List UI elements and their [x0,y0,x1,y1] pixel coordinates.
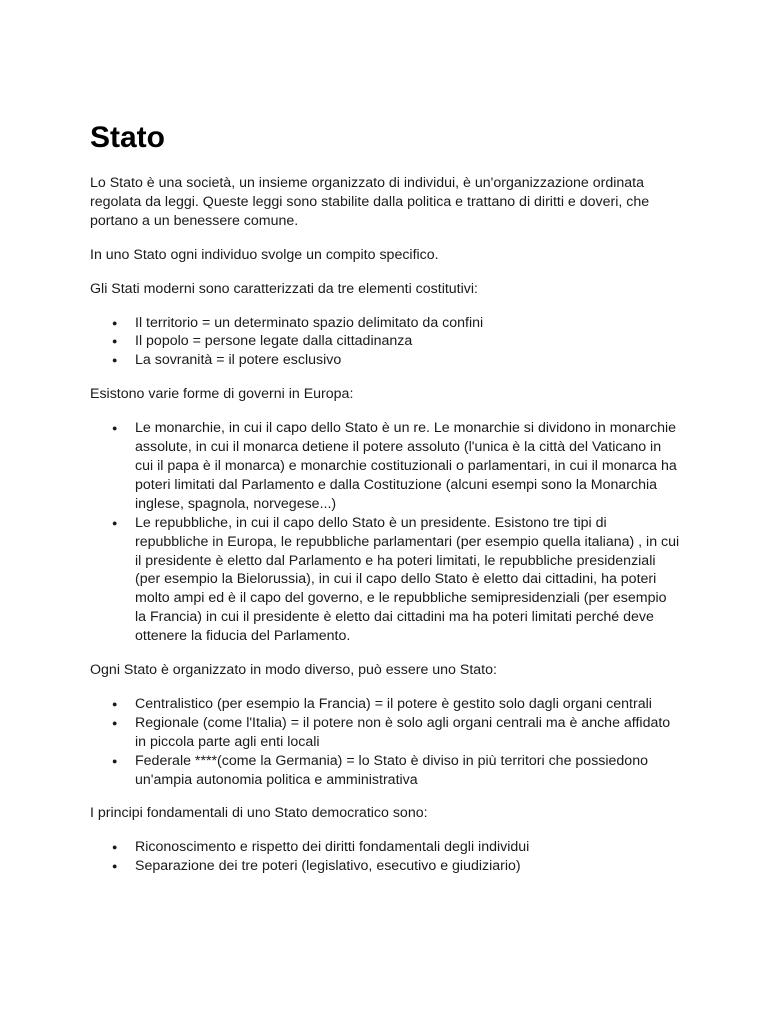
list-item: ● Federale ****(come la Germania) = lo Stato è diviso in più territori che possiedono un'ampia autonomia politica e amministrativa [135,752,680,790]
paragraph-organization-intro: Ogni Stato è organizzato in modo diverso, può essere uno Stato: [90,662,497,679]
principles-list [90,838,680,876]
list-item: ● Il popolo = persone legate dalla cittadinanza [135,332,680,351]
document-page [90,118,680,891]
list-item: ● Riconoscimento e rispetto dei diritti fondamentali degli individui [135,838,680,857]
list-item: ● Regionale (come l'Italia) = il potere non è solo agli organi centrali ma è anche affidato in piccola parte agli enti locali [135,714,680,752]
list-item: ● Separazione dei tre poteri (legislativo, esecutivo e giudiziario) [135,857,680,876]
page-title: Stato [90,121,165,154]
elements-list [90,314,680,371]
list-item: ● Le monarchie, in cui il capo dello Stato è un re. Le monarchie si dividono in monarchie assolute, in cui il monarca detiene il potere assoluto (l'unica è la città del Vaticano in cui il papa è il monarca) e monarchie costituzionali o parlamentari, in cui il monarca ha poteri limitati dal Parlamento e dalla Costituzione (alcuni esempi sono la Monarchia inglese, spagnola, norvegese...) [135,419,680,514]
paragraph-roles: In uno Stato ogni individuo svolge un compito specifico. [90,246,439,263]
paragraph-elements-intro: Gli Stati moderni sono caratterizzati da tre elementi costitutivi: [90,280,478,297]
list-item: ● La sovranità = il potere esclusivo [135,351,680,370]
paragraph-principles-intro: I principi fondamentali di uno Stato democratico sono: [90,805,428,822]
intro-paragraph: Lo Stato è una società, un insieme organizzato di individui, è un'organizzazione ordinata regolata da leggi. Queste leggi sono stabilite dalla politica e trattano di diritti e doveri, che portano a un benessere comune. [90,175,650,229]
list-item: ● Centralistico (per esempio la Francia) = il potere è gestito solo dagli organi centrali [135,695,680,714]
list-item: ● Le repubbliche, in cui il capo dello Stato è un presidente. Esistono tre tipi di repubbliche in Europa, le repubbliche parlamentari (per esempio quella italiana) , in cui il presidente è eletto dal Parlamento e ha poteri limitati, le repubbliche presidenziali (per esempio la Bielorussia), in cui il capo dello Stato è eletto dai cittadini, ha poteri molto ampi ed è il capo del governo, e le repubbliche semipresidenziali (per esempio la Francia) in cui il presidente è eletto dai cittadini ma ha poteri limitati perché deve ottenere la fiducia del Parlamento. [135,514,680,646]
organization-list [90,695,680,790]
governments-list [90,419,680,646]
list-item: ● Il territorio = un determinato spazio delimitato da confini [135,314,680,333]
paragraph-governments-intro: Esistono varie forme di governi in Europa: [90,386,354,403]
